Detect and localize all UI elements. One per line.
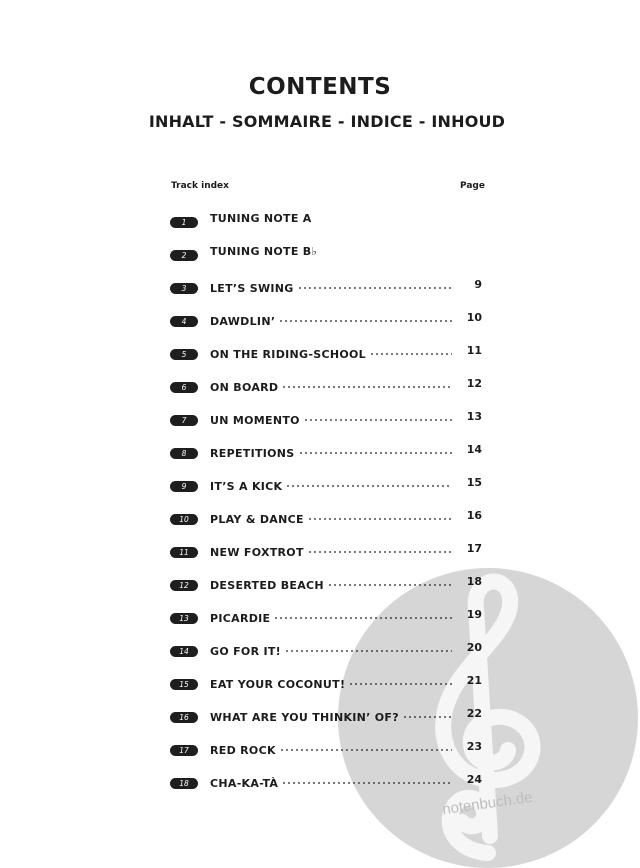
track-number-badge: 1 — [170, 217, 198, 228]
track-number-badge: 3 — [170, 283, 198, 294]
page-number: 23 — [466, 740, 482, 753]
page-number: 20 — [466, 641, 482, 654]
page-number: 12 — [466, 377, 482, 390]
toc-entry-title: DAWDLIN’ — [210, 315, 276, 328]
toc-entry — [0, 571, 640, 604]
toc-entry — [0, 604, 640, 637]
toc-entry — [0, 274, 640, 307]
dot-leader — [282, 773, 452, 787]
track-number-badge: 9 — [170, 481, 198, 492]
page-number: 9 — [474, 278, 482, 291]
toc-entry — [0, 472, 640, 505]
toc-entry-title-wrap — [210, 542, 452, 559]
toc-entry — [0, 241, 640, 274]
toc-entry-title: DESERTED BEACH — [210, 579, 324, 592]
toc-entry-title-wrap — [210, 278, 452, 295]
dot-leader — [279, 311, 452, 325]
track-number-badge: 14 — [170, 646, 198, 657]
track-number-badge: 7 — [170, 415, 198, 426]
dot-leader — [370, 344, 452, 358]
toc-entry-title-wrap — [210, 509, 452, 526]
dot-leader — [299, 443, 452, 457]
toc-entry-title: WHAT ARE YOU THINKIN’ OF? — [210, 711, 399, 724]
toc-entry-title: RED ROCK — [210, 744, 276, 757]
dot-leader — [298, 278, 452, 292]
toc-entry-title: EAT YOUR COCONUT! — [210, 678, 346, 691]
toc-entry — [0, 406, 640, 439]
toc-entry-title-wrap — [210, 476, 452, 493]
toc-entry-title-wrap — [210, 740, 452, 757]
toc-entry-title: UN MOMENTO — [210, 414, 300, 427]
track-number-badge: 15 — [170, 679, 198, 690]
page-number: 24 — [466, 773, 482, 786]
toc-entry-title: ON BOARD — [210, 381, 279, 394]
toc-entry-title: CHA-KA-TÀ — [210, 777, 279, 790]
page-number: 17 — [466, 542, 482, 555]
toc-entry — [0, 208, 640, 241]
toc-entry — [0, 307, 640, 340]
page-number: 16 — [466, 509, 482, 522]
track-number-badge: 13 — [170, 613, 198, 624]
toc-entry — [0, 670, 640, 703]
track-number-badge: 5 — [170, 349, 198, 360]
dot-leader — [349, 674, 452, 688]
page-number: 14 — [466, 443, 482, 456]
page-number: 15 — [466, 476, 482, 489]
toc-entry-title-wrap — [210, 212, 452, 225]
dot-leader — [403, 707, 452, 721]
track-number-badge: 18 — [170, 778, 198, 789]
toc-entry — [0, 769, 640, 802]
dot-leader — [308, 542, 452, 556]
toc-entry-title: GO FOR IT! — [210, 645, 281, 658]
track-number-badge: 6 — [170, 382, 198, 393]
toc-entry-title: ON THE RIDING-SCHOOL — [210, 348, 366, 361]
dot-leader — [282, 377, 452, 391]
track-number-badge: 17 — [170, 745, 198, 756]
toc-entry-title-wrap — [210, 608, 452, 625]
toc-entry — [0, 439, 640, 472]
toc-entry — [0, 736, 640, 769]
toc-entry-title: TUNING NOTE A — [210, 212, 312, 225]
page-number: 21 — [466, 674, 482, 687]
toc-entry — [0, 538, 640, 571]
dot-leader — [308, 509, 452, 523]
page-title: CONTENTS — [248, 74, 392, 100]
toc-entry-title-wrap — [210, 641, 452, 658]
toc-entry-title-wrap — [210, 344, 452, 361]
page-header: Page — [460, 181, 485, 191]
toc-entry-title-wrap — [210, 377, 452, 394]
toc-entry-title: IT’S A KICK — [210, 480, 283, 493]
page-number: 10 — [466, 311, 482, 324]
toc-entry — [0, 373, 640, 406]
toc-entry-title: PLAY & DANCE — [210, 513, 304, 526]
toc-entry-title: PICARDIE — [210, 612, 271, 625]
track-number-badge: 10 — [170, 514, 198, 525]
page-number: 18 — [466, 575, 482, 588]
toc-entry — [0, 703, 640, 736]
toc-entry — [0, 340, 640, 373]
toc-entry-title: LET’S SWING — [210, 282, 294, 295]
toc-entry-title-wrap — [210, 311, 452, 328]
dot-leader — [285, 641, 452, 655]
toc-entry-title: NEW FOXTROT — [210, 546, 304, 559]
watermark-text: notenbuch.de — [441, 788, 534, 819]
page-number: 11 — [466, 344, 482, 357]
page-number: 13 — [466, 410, 482, 423]
dot-leader — [274, 608, 452, 622]
dot-leader — [328, 575, 452, 589]
track-index-header: Track index — [171, 181, 229, 191]
toc-entry-title: TUNING NOTE B♭ — [210, 245, 317, 258]
toc-entry — [0, 637, 640, 670]
toc-entry-title-wrap — [210, 245, 452, 258]
track-number-badge: 12 — [170, 580, 198, 591]
toc-entry — [0, 505, 640, 538]
toc-entry-title: REPETITIONS — [210, 447, 295, 460]
page-subtitle: INHALT - SOMMAIRE - INDICE - INHOUD — [148, 112, 506, 131]
toc-entry-title-wrap — [210, 674, 452, 691]
track-number-badge: 4 — [170, 316, 198, 327]
dot-leader — [304, 410, 452, 424]
toc-entry-title-wrap — [210, 707, 452, 724]
contents-list — [0, 208, 640, 802]
toc-entry-title-wrap — [210, 410, 452, 427]
dot-leader — [280, 740, 452, 754]
toc-entry-title-wrap — [210, 773, 452, 790]
track-number-badge: 2 — [170, 250, 198, 261]
page-number: 19 — [466, 608, 482, 621]
track-number-badge: 8 — [170, 448, 198, 459]
dot-leader — [286, 476, 452, 490]
toc-entry-title-wrap — [210, 575, 452, 592]
page-number: 22 — [466, 707, 482, 720]
track-number-badge: 11 — [170, 547, 198, 558]
toc-entry-title-wrap — [210, 443, 452, 460]
track-number-badge: 16 — [170, 712, 198, 723]
